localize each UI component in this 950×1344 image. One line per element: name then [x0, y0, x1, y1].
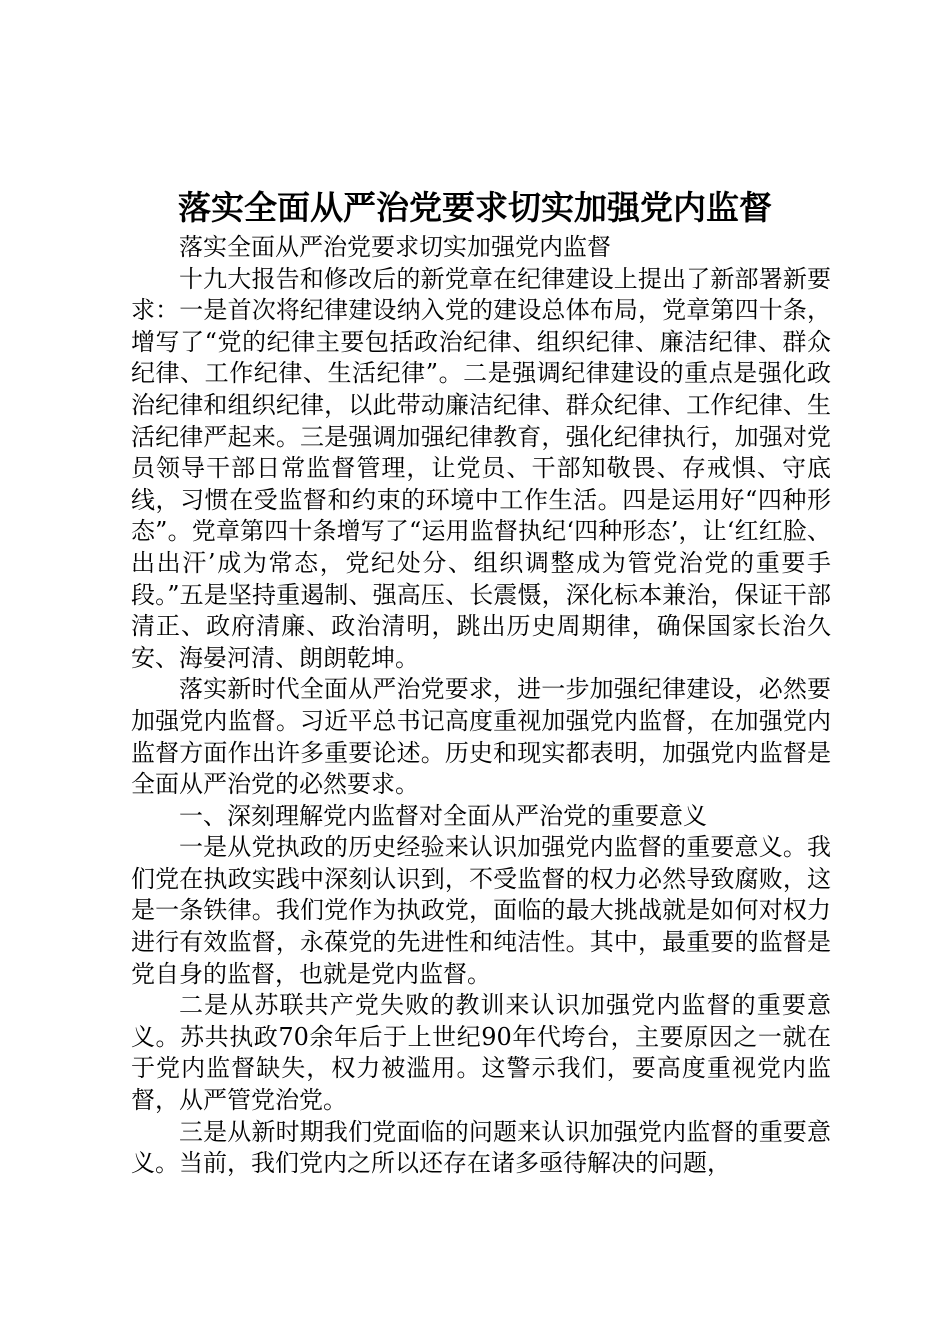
paragraph: 二是从苏联共产党失败的教训来认识加强党内监督的重要意义。苏共执政70余年后于上世纪90年代垮台，主要原因之一就在于党内监督缺失，权力被滥用。这警示我们，要高度重视党内监督，从严管党治党。 [131, 991, 831, 1115]
document-title: 落实全面从严治党要求切实加强党内监督 [178, 188, 772, 227]
paragraph: 十九大报告和修改后的新党章在纪律建设上提出了新部署新要求：一是首次将纪律建设纳入党的建设总体布局，党章第四十条，增写了“党的纪律主要包括政治纪律、组织纪律、廉洁纪律、群众纪律、工作纪律、生活纪律”。二是强调纪律建设的重点是强化政治纪律和组织纪律，以此带动廉洁纪律、群众纪律、工作纪律、生活纪律严起来。三是强调加强纪律教育，强化纪律执行，加强对党员领导干部日常监督管理，让党员、干部知敬畏、存戒惧、守底线，习惯在受监督和约束的环境中工作生活。四是运用好“四种形态”。党章第四十条增写了“运用监督执纪‘四种形态’，让‘红红脸、出出汗’成为常态，党纪处分、组织调整成为管党治党的重要手段。”五是坚持重遏制、强高压、长震慑，深化标本兼治，保证干部清正、政府清廉、政治清明，跳出历史周期律，确保国家长治久安、海晏河清、朗朗乾坤。 [131, 264, 831, 672]
section-heading: 一、深刻理解党内监督对全面从严治党的重要意义 [179, 801, 707, 830]
paragraph-subtitle: 落实全面从严治党要求切实加强党内监督 [179, 233, 611, 261]
paragraph: 一是从党执政的历史经验来认识加强党内监督的重要意义。我们党在执政实践中深刻认识到，不受监督的权力必然导致腐败，这是一条铁律。我们党作为执政党，面临的最大挑战就是如何对权力进行有效监督，永葆党的先进性和纯洁性。其中，最重要的监督是党自身的监督，也就是党内监督。 [131, 833, 831, 988]
paragraph: 三是从新时期我们党面临的问题来认识加强党内监督的重要意义。当前，我们党内之所以还存在诸多亟待解决的问题， [131, 1117, 831, 1178]
document-body [131, 232, 831, 1180]
paragraph: 落实新时代全面从严治党要求，进一步加强纪律建设，必然要加强党内监督。习近平总书记高度重视加强党内监督，在加强党内监督方面作出许多重要论述。历史和现实都表明，加强党内监督是全面从严治党的必然要求。 [131, 675, 831, 799]
